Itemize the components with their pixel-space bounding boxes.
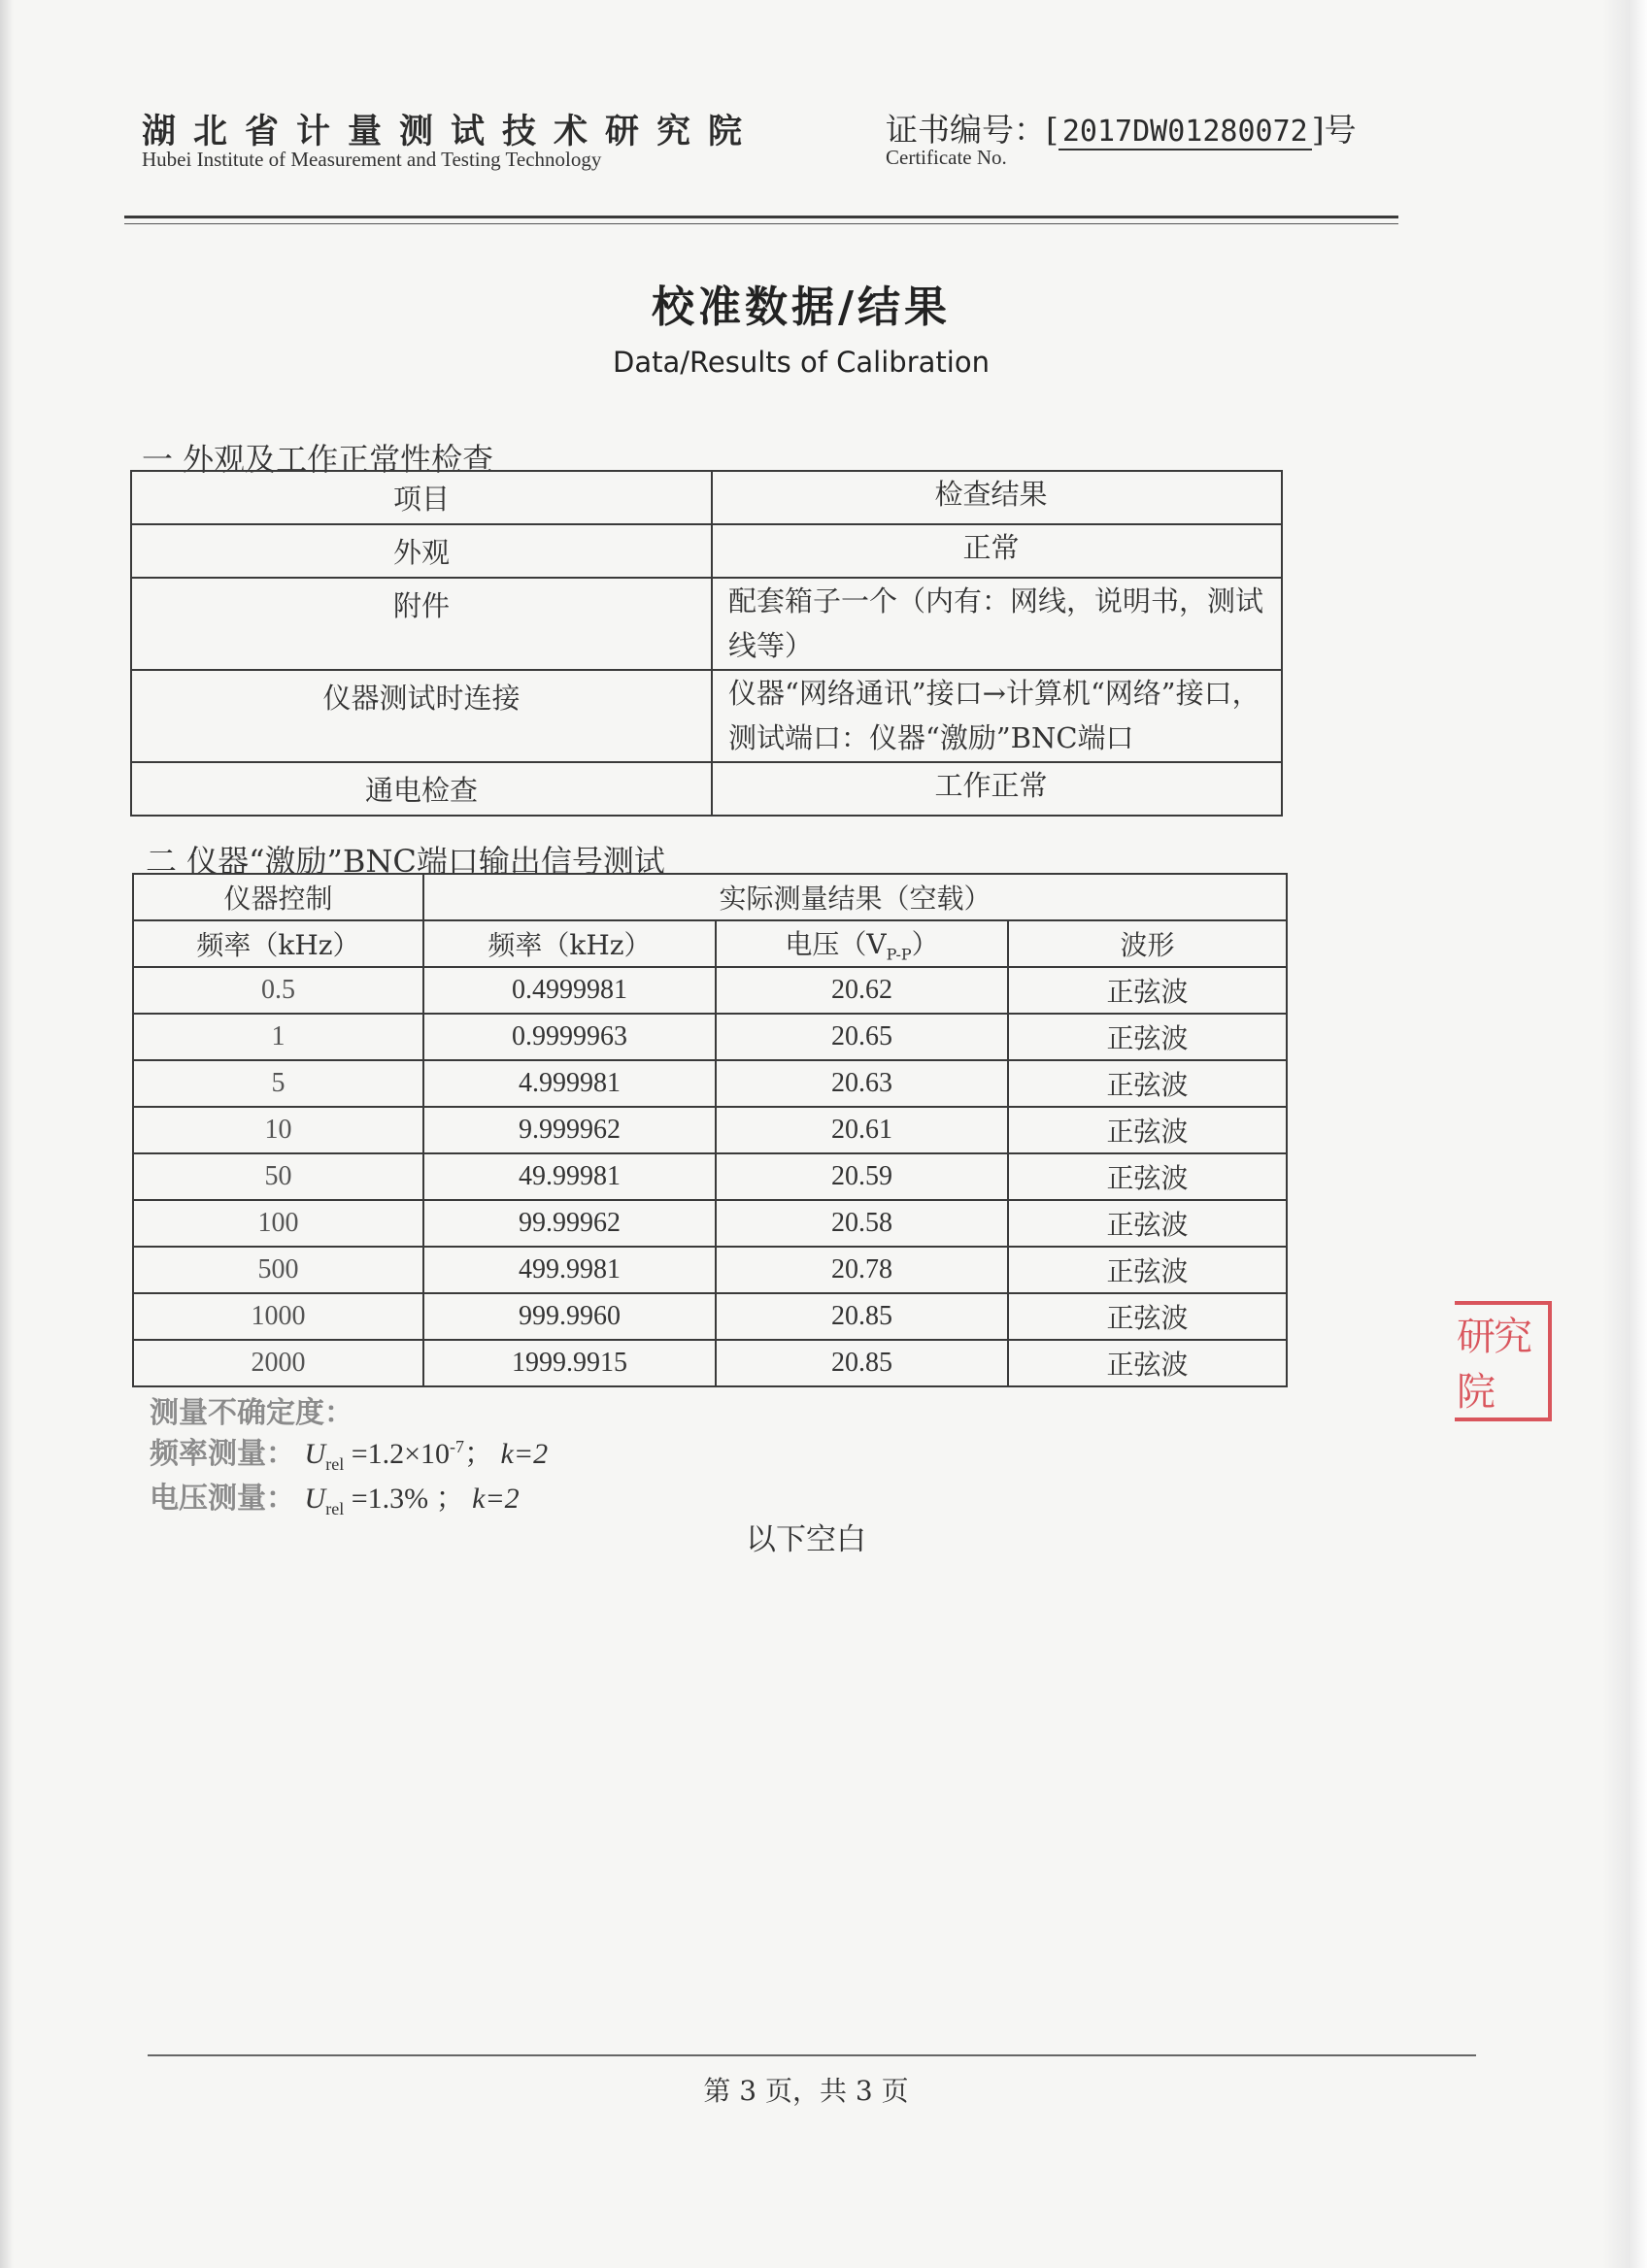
voltage-cell: 20.65 — [716, 1014, 1008, 1060]
freq-set-cell: 5 — [133, 1060, 423, 1107]
header-result: 检查结果 — [712, 471, 1282, 524]
freq-measured-cell: 49.99981 — [423, 1153, 716, 1200]
freq-exp: -7 — [450, 1437, 465, 1456]
u-symbol: U — [304, 1483, 326, 1515]
output-signal-rows — [133, 967, 1287, 1386]
footer-rule — [148, 2054, 1476, 2056]
waveform-cell: 正弦波 — [1008, 1153, 1287, 1200]
freq-formula: $U_{rel} =1.2\times 10^{-7}$； k=2 — [304, 1437, 549, 1474]
waveform-cell: 正弦波 — [1008, 1340, 1287, 1386]
row-item: 通电检查 — [131, 762, 712, 816]
voltage-sub: P-P — [886, 945, 912, 964]
table-row — [133, 967, 1287, 1014]
table-row — [133, 1107, 1287, 1153]
table-header-row — [133, 874, 1287, 920]
row-result: 正常 — [712, 524, 1282, 578]
table-header-row — [131, 471, 1282, 524]
table-row — [131, 762, 1282, 816]
table-row — [133, 1340, 1287, 1386]
freq-measured-cell: 0.9999963 — [423, 1014, 716, 1060]
volt-k: k=2 — [472, 1483, 520, 1515]
header-freq-measured: 频率（kHz） — [423, 920, 716, 967]
certificate-number-line — [886, 105, 1357, 150]
row-item: 仪器测试时连接 — [131, 670, 712, 762]
freq-measured-cell: 0.4999981 — [423, 967, 716, 1014]
page-title-en: Data/Results of Calibration — [613, 346, 990, 379]
row-result: 配套箱子一个（内有：网线，说明书，测试线等） — [712, 578, 1282, 670]
freq-measured-cell: 1999.9915 — [423, 1340, 716, 1386]
voltage-cell: 20.63 — [716, 1060, 1008, 1107]
certificate-label-en: Certificate No. — [886, 146, 1007, 169]
scan-shadow-right — [1602, 0, 1647, 2268]
freq-measured-cell: 99.99962 — [423, 1200, 716, 1247]
output-signal-table — [132, 873, 1288, 1387]
header-control: 仪器控制 — [133, 874, 423, 920]
freq-k: k=2 — [500, 1438, 549, 1470]
volt-label: 电压测量： — [150, 1482, 295, 1516]
u-sub: rel — [325, 1454, 345, 1474]
table-row — [131, 670, 1282, 762]
header-rule-thin — [124, 223, 1398, 224]
waveform-cell: 正弦波 — [1008, 967, 1287, 1014]
uncertainty-voltage — [150, 1474, 520, 1519]
waveform-cell: 正弦波 — [1008, 1060, 1287, 1107]
row-result: 仪器“网络通讯”接口→计算机“网络”接口，测试端口：仪器“激励”BNC端口 — [712, 670, 1282, 762]
table-header-row — [133, 920, 1287, 967]
section1-heading: 一 外观及工作正常性检查 — [142, 441, 494, 478]
stamp-text: 研究院 — [1457, 1315, 1530, 1415]
voltage-cell: 20.78 — [716, 1247, 1008, 1293]
freq-measured-cell: 499.9981 — [423, 1247, 716, 1293]
header-item: 项目 — [131, 471, 712, 524]
uncertainty-heading — [150, 1388, 353, 1431]
institute-name-en: Hubei Institute of Measurement and Testing Technology — [142, 148, 602, 171]
freq-set-cell: 0.5 — [133, 967, 423, 1014]
waveform-cell: 正弦波 — [1008, 1107, 1287, 1153]
section2-heading: 二 仪器“激励”BNC端口输出信号测试 — [146, 843, 665, 880]
freq-measured-cell: 4.999981 — [423, 1060, 716, 1107]
cert-bracket-open: [ — [1046, 111, 1059, 149]
certificate-label-cn: 证书编号： — [886, 111, 1046, 149]
freq-set-cell: 500 — [133, 1247, 423, 1293]
uncertainty-heading-text: 测量不确定度： — [150, 1396, 353, 1430]
table-row — [133, 1060, 1287, 1107]
voltage-cell: 20.85 — [716, 1340, 1008, 1386]
scan-shadow-left — [0, 0, 14, 2268]
row-item: 外观 — [131, 524, 712, 578]
voltage-cell: 20.61 — [716, 1107, 1008, 1153]
voltage-cell: 20.59 — [716, 1153, 1008, 1200]
freq-label: 频率测量： — [150, 1437, 295, 1471]
voltage-cell: 20.62 — [716, 967, 1008, 1014]
page-number: 第 3 页，共 3 页 — [703, 2075, 909, 2107]
freq-set-cell: 2000 — [133, 1340, 423, 1386]
header-voltage — [716, 920, 1008, 967]
table-row — [133, 1200, 1287, 1247]
inspection-table — [130, 470, 1283, 817]
waveform-cell: 正弦波 — [1008, 1014, 1287, 1060]
volt-value: =1.3% — [351, 1483, 429, 1515]
freq-set-cell: 1000 — [133, 1293, 423, 1340]
row-result: 工作正常 — [712, 762, 1282, 816]
freq-measured-cell: 999.9960 — [423, 1293, 716, 1340]
voltage-suffix: ） — [911, 928, 939, 961]
voltage-prefix: 电压（V — [785, 928, 887, 961]
freq-set-cell: 100 — [133, 1200, 423, 1247]
voltage-cell: 20.85 — [716, 1293, 1008, 1340]
volt-formula: $U_{rel} =1.3\%$ ； k=2 — [304, 1483, 520, 1518]
seal-stamp — [1455, 1301, 1552, 1421]
row-item: 附件 — [131, 578, 712, 670]
waveform-cell: 正弦波 — [1008, 1293, 1287, 1340]
table-row — [131, 524, 1282, 578]
header-freq-set: 频率（kHz） — [133, 920, 423, 967]
uncertainty-frequency — [150, 1429, 548, 1475]
table-row — [133, 1293, 1287, 1340]
waveform-cell: 正弦波 — [1008, 1200, 1287, 1247]
voltage-cell: 20.58 — [716, 1200, 1008, 1247]
header-measured: 实际测量结果（空载） — [423, 874, 1287, 920]
freq-value: =1.2×10 — [351, 1438, 451, 1470]
freq-set-cell: 1 — [133, 1014, 423, 1060]
certificate-number: 2017DW01280072 — [1059, 115, 1312, 150]
u-sub: rel — [325, 1499, 345, 1518]
freq-set-cell: 50 — [133, 1153, 423, 1200]
table-row — [131, 578, 1282, 670]
blank-below-note: 以下空白 — [746, 1522, 866, 1557]
page-title-cn: 校准数据/结果 — [651, 283, 952, 332]
freq-measured-cell: 9.999962 — [423, 1107, 716, 1153]
table-row — [133, 1247, 1287, 1293]
waveform-cell: 正弦波 — [1008, 1247, 1287, 1293]
table-row — [133, 1153, 1287, 1200]
header-rule-thick — [124, 216, 1398, 218]
header-waveform: 波形 — [1008, 920, 1287, 967]
table-row — [133, 1014, 1287, 1060]
u-symbol: U — [304, 1438, 326, 1470]
cert-bracket-close: ]号 — [1311, 111, 1357, 149]
freq-set-cell: 10 — [133, 1107, 423, 1153]
institute-name-cn: 湖北省计量测试技术研究院 — [142, 112, 760, 151]
